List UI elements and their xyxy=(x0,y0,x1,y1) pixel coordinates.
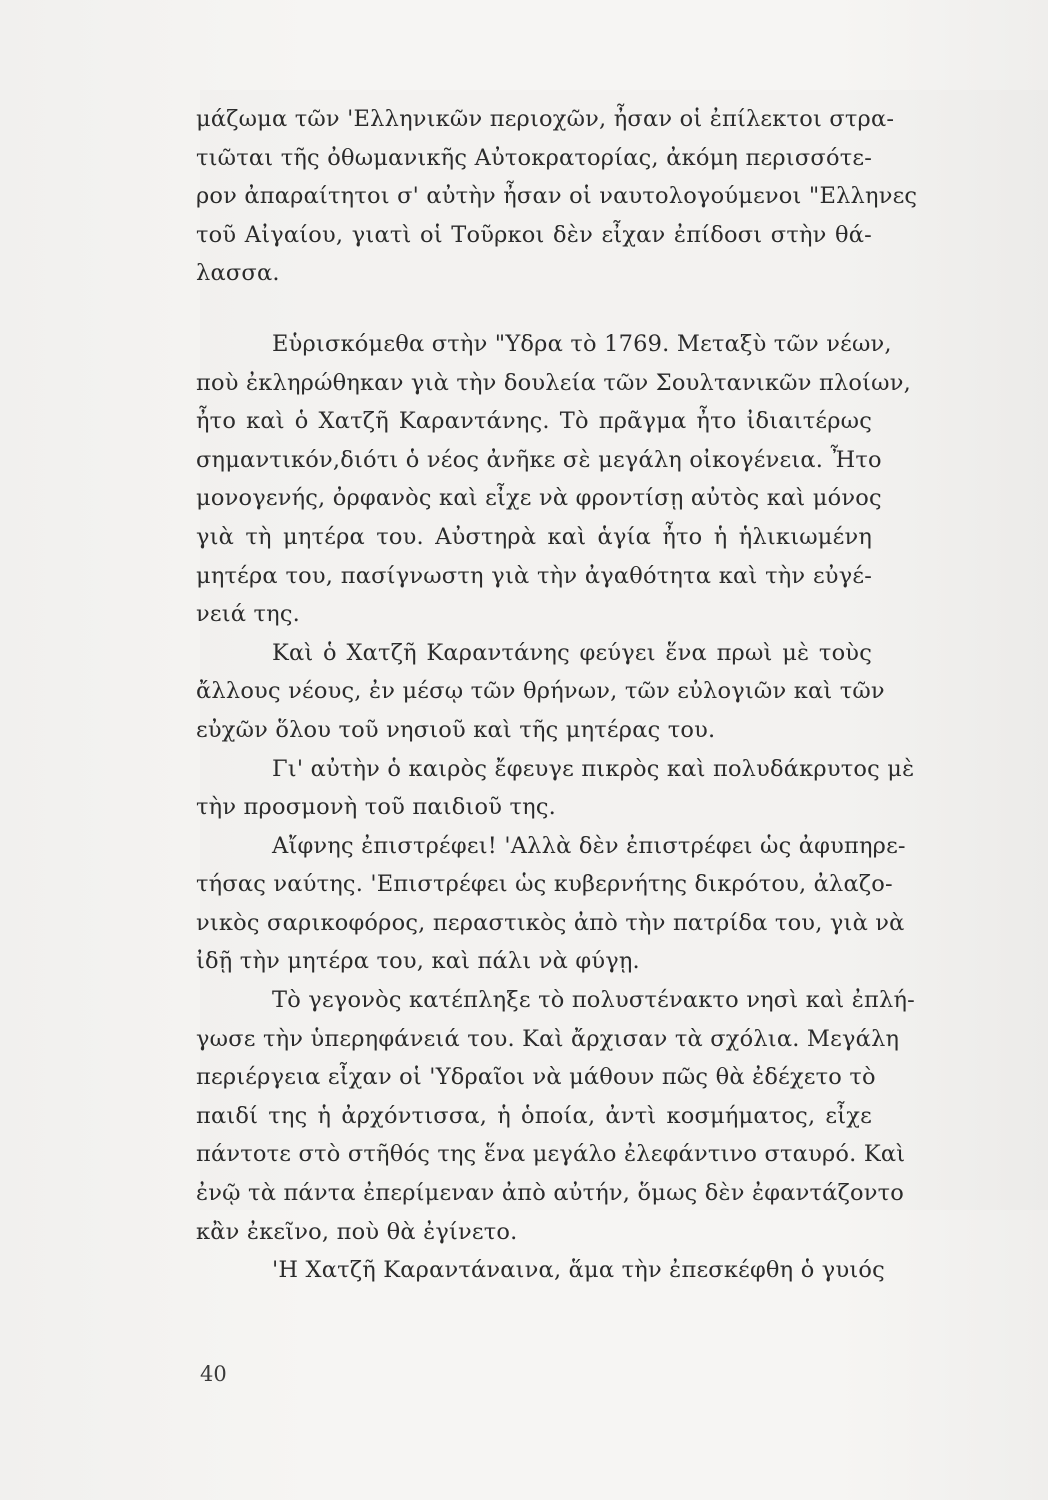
text-line: ἄλλους νέους, ἐν μέσῳ τῶν θρήνων, τῶν εὐλογιῶν καὶ τῶν xyxy=(196,678,885,705)
text-line: περιέργεια εἶχαν οἱ 'Υδραῖοι νὰ μάθουν πῶς θὰ ἐδέχετο τὸ xyxy=(196,1064,876,1091)
text-line: ρον ἀπαραίτητοι σ' αὐτὴν ἦσαν οἱ ναυτολογούμενοι "Ελληνες xyxy=(196,183,918,210)
text-line: μητέρα του, πασίγνωστη γιὰ τὴν ἀγαθότητα καὶ τὴν εὐγέ- xyxy=(196,562,872,589)
text-line: 'Η Χατζῆ Καραντάναινα, ἅμα τὴν ἐπεσκέφθη ὁ γυιός xyxy=(272,1257,885,1284)
text-line: σημαντικόν,διότι ὁ νέος ἀνῆκε σὲ μεγάλη οἰκογένεια. Ἦτο xyxy=(196,446,882,473)
paragraph-gap xyxy=(196,293,872,325)
text-line: Γι' αὐτὴν ὁ καιρὸς ἔφευγε πικρὸς καὶ πολυδάκρυτος μὲ xyxy=(272,755,915,782)
text-line: κἂν ἐκεῖνο, ποὺ θὰ ἐγίνετο. xyxy=(196,1218,518,1245)
text-line: λασσα. xyxy=(196,260,280,287)
text-line: τήσας ναύτης. 'Επιστρέφει ὡς κυβερνήτης δικρότου, ἀλαζο- xyxy=(196,871,893,898)
text-line: ποὺ ἐκληρώθηκαν γιὰ τὴν δουλεία τῶν Σουλτανικῶν πλοίων, xyxy=(196,369,911,396)
text-line: παιδί της ἡ ἀρχόντισσα, ἡ ὁποία, ἀντὶ κοσμήματος, εἶχε xyxy=(196,1102,872,1129)
text-line: γωσε τὴν ὑπερηφάνειά του. Καὶ ἄρχισαν τὰ σχόλια. Μεγάλη xyxy=(196,1025,900,1052)
text-line: νικὸς σαρικοφόρος, περαστικὸς ἀπὸ τὴν πατρίδα του, γιὰ νὰ xyxy=(196,909,905,936)
text-line: τιῶται τῆς ὀθωμανικῆς Αὐτοκρατορίας, ἀκόμη περισσότε- xyxy=(196,144,872,171)
text-line: ἰδῇ τὴν μητέρα του, καὶ πάλι νὰ φύγῃ. xyxy=(196,948,640,975)
text-line: ἐνῷ τὰ πάντα ἐπερίμεναν ἀπὸ αὐτήν, ὅμως δὲν ἐφαντάζοντο xyxy=(196,1180,904,1207)
text-line: εὐχῶν ὅλου τοῦ νησιοῦ καὶ τῆς μητέρας του. xyxy=(196,716,716,743)
body-text xyxy=(196,100,918,1290)
text-line: μονογενής, ὀρφανὸς καὶ εἶχε νὰ φροντίσῃ αὐτὸς καὶ μόνος xyxy=(196,485,882,512)
page-number: 40 xyxy=(200,1362,227,1386)
text-line: ἦτο καὶ ὁ Χατζῆ Καραντάνης. Τὸ πρᾶγμα ἦτο ἰδιαιτέρως xyxy=(196,408,872,435)
text-line: τοῦ Αἰγαίου, γιατὶ οἱ Τοῦρκοι δὲν εἶχαν ἐπίδοσι στὴν θά- xyxy=(196,221,872,248)
text-line: Αἴφνης ἐπιστρέφει! 'Αλλὰ δὲν ἐπιστρέφει ὡς ἀφυπηρε- xyxy=(272,832,906,859)
text-line: τὴν προσμονὴ τοῦ παιδιοῦ της. xyxy=(196,794,557,821)
text-line: πάντοτε στὸ στῆθός της ἕνα μεγάλο ἐλεφάντινο σταυρό. Καὶ xyxy=(196,1141,906,1168)
text-line: γιὰ τὴ μητέρα του. Αὐστηρὰ καὶ ἁγία ἦτο ἡ ἡλικιωμένη xyxy=(196,523,872,550)
text-line: νειά της. xyxy=(196,601,300,628)
text-line: μάζωμα τῶν 'Ελληνικῶν περιοχῶν, ἦσαν οἱ ἐπίλεκτοι στρα- xyxy=(196,106,895,132)
text-line: Τὸ γεγονὸς κατέπληξε τὸ πολυστένακτο νησὶ καὶ ἐπλή- xyxy=(272,987,915,1014)
text-line: Καὶ ὁ Χατζῆ Καραντάνης φεύγει ἕνα πρωὶ μὲ τοὺς xyxy=(272,639,872,666)
text-line: Εὑρισκόμεθα στὴν "Υδρα τὸ 1769. Μεταξὺ τῶν νέων, xyxy=(272,330,892,357)
